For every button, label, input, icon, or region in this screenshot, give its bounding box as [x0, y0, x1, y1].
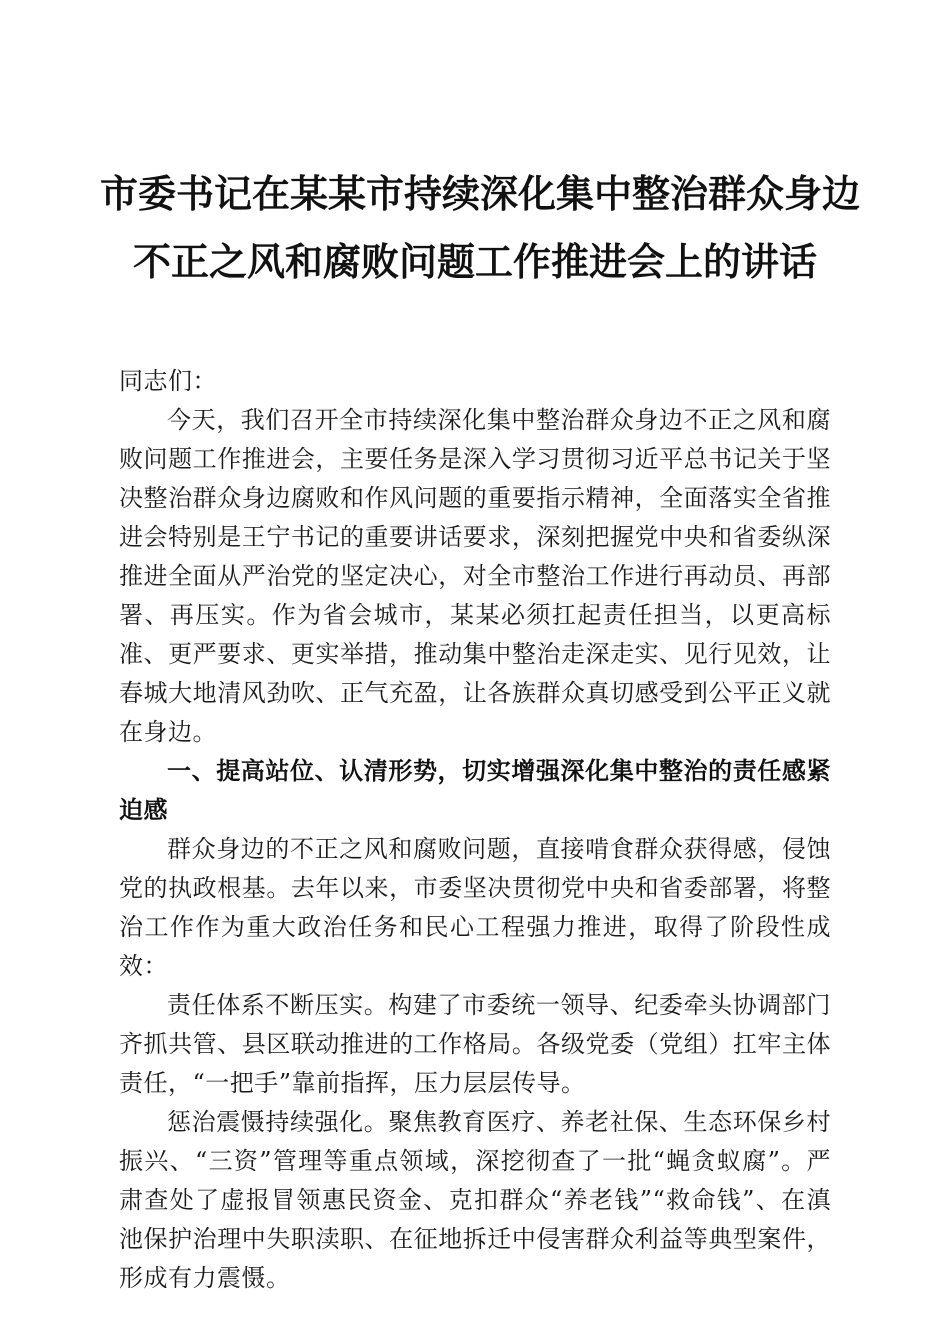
salutation: 同志们：	[119, 367, 217, 395]
document-title-line-1: 市委书记在某某市持续深化集中整治群众身边	[100, 171, 861, 216]
section1-paragraph: 惩治震慑持续强化。聚焦教育医疗、养老社保、生态环保乡村振兴、“三资”管理等重点领域，深挖彻查了一批“蝇贪蚁腐”。严肃查处了虚报冒领惠民资金、克扣群众“养老钱”“救命钱”、在滇池保护治理中失职渎职、在征地拆迁中侵害群众利益等典型案件，形成有力震慑。	[119, 1108, 831, 1292]
intro-paragraph: 今天，我们召开全市持续深化集中整治群众身边不正之风和腐败问题工作推进会，主要任务是深入学习贯彻习近平总书记关于坚决整治群众身边腐败和作风问题的重要指示精神，全面落实全省推进会特别是王宁书记的重要讲话要求，深刻把握党中央和省委纵深推进全面从严治党的坚定决心，对全市整治工作进行再动员、再部署、再压实。作为省会城市，某某必须扛起责任担当，以更高标准、更严要求、更实举措，推动集中整治走深走实、见行见效，让春城大地清风劲吹、正气充盈，让各族群众真切感受到公平正义就在身边。	[119, 406, 831, 746]
document-body	[119, 362, 831, 1298]
section1-paragraph: 责任体系不断压实。构建了市委统一领导、纪委牵头协调部门齐抓共管、县区联动推进的工作格局。各级党委（党组）扛牢主体责任，“一把手”靠前指挥，压力层层传导。	[119, 991, 831, 1097]
section1-paragraph: 群众身边的不正之风和腐败问题，直接啃食群众获得感，侵蚀党的执政根基。去年以来，市委坚决贯彻党中央和省委部署，将整治工作作为重大政治任务和民心工程强力推进，取得了阶段性成效：	[119, 835, 831, 980]
document-title-line-2: 不正之风和腐败问题工作推进会上的讲话	[132, 239, 817, 284]
section-heading-1: 一、提高站位、认清形势，切实增强深化集中整治的责任感紧迫感	[119, 757, 831, 824]
